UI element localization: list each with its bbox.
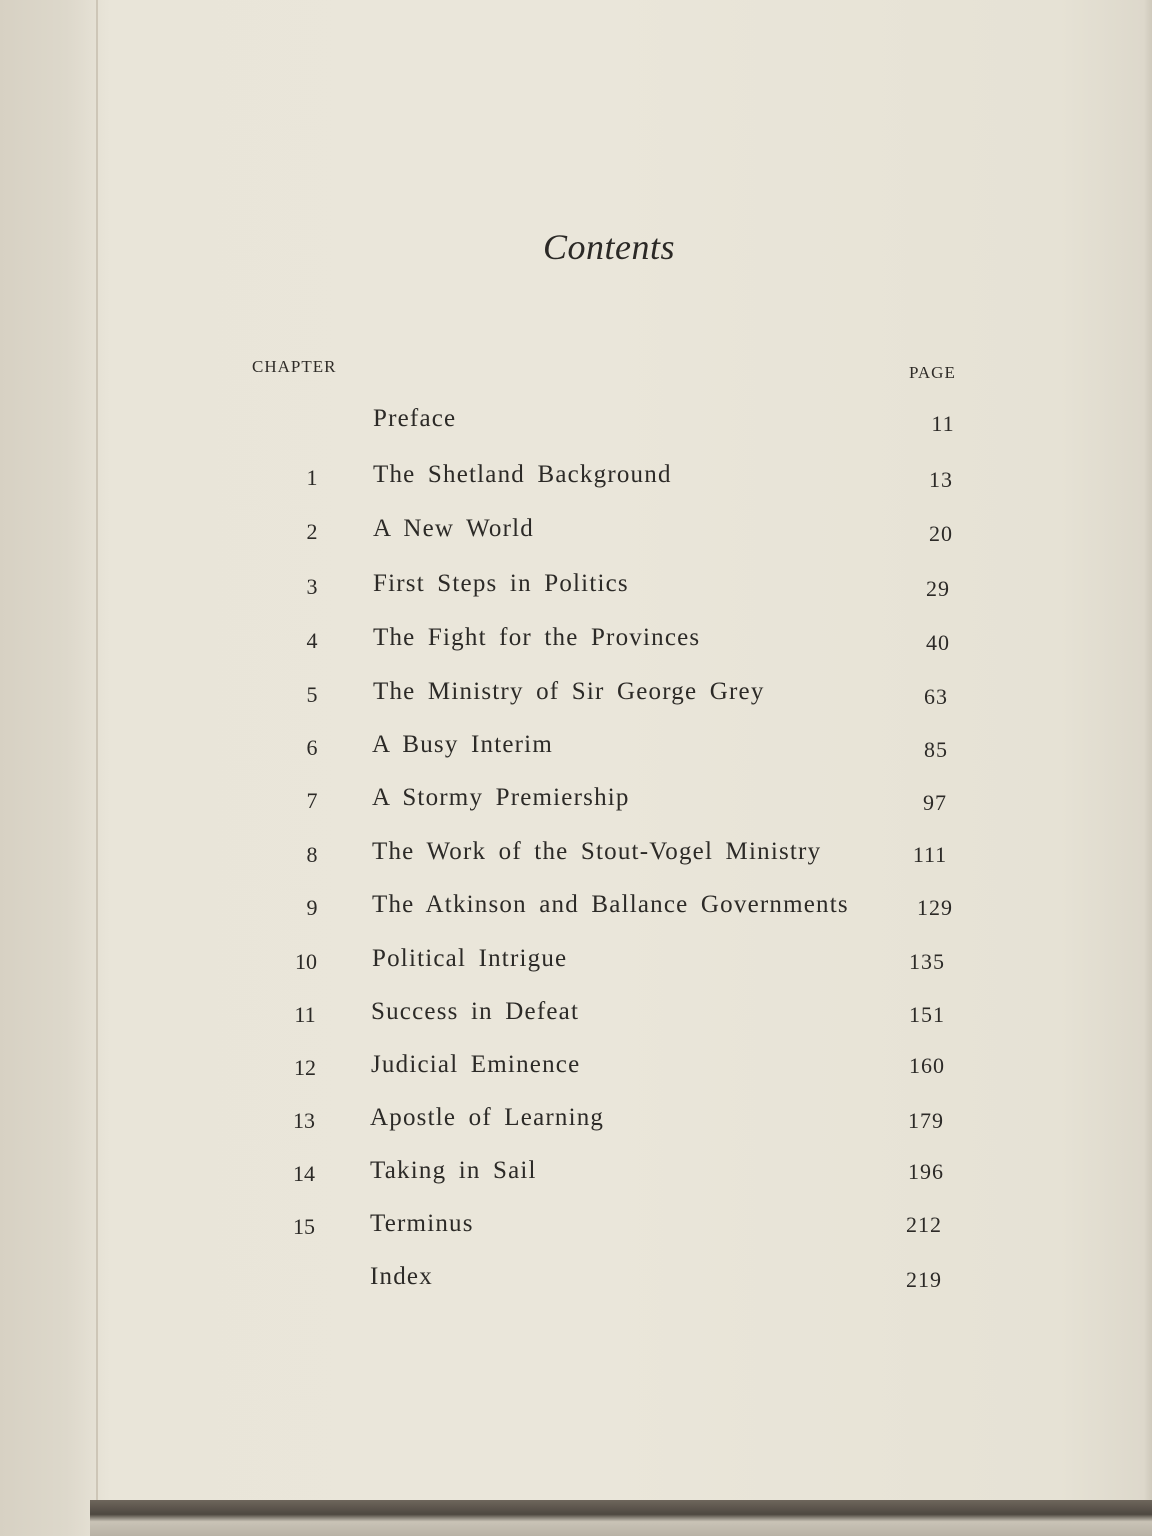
page-number: 63 (924, 684, 948, 709)
page-number: 160 (909, 1053, 945, 1078)
toc-entry (0, 891, 1152, 931)
chapter-title: Terminus (370, 1210, 474, 1237)
toc-entry (0, 1051, 1152, 1091)
toc-entry (0, 678, 1152, 718)
chapter-title: Judicial Eminence (371, 1051, 581, 1078)
chapter-title: The Fight for the Provinces (373, 624, 701, 651)
toc-entry (0, 1104, 1152, 1144)
chapter-title: Preface (373, 405, 457, 432)
page-number: 135 (909, 949, 945, 974)
chapter-title: First Steps in Politics (373, 570, 629, 597)
chapter-number: 7 (306, 788, 318, 813)
page-number: 40 (926, 630, 950, 655)
page-number: 219 (906, 1267, 942, 1292)
chapter-number: 9 (306, 895, 318, 920)
chapter-title: Taking in Sail (370, 1157, 537, 1184)
toc-entry (0, 731, 1152, 771)
page-edge-bottom (90, 1500, 1152, 1536)
page-number: 29 (926, 576, 950, 601)
chapter-number: 10 (295, 949, 317, 974)
chapter-number: 6 (306, 735, 318, 760)
chapter-number: 13 (293, 1108, 315, 1133)
toc-entry (0, 838, 1152, 878)
chapter-number: 2 (306, 519, 318, 544)
chapter-number: 14 (293, 1161, 315, 1186)
page-number: 129 (917, 895, 953, 920)
page-number: 151 (909, 1002, 945, 1027)
toc-entry (0, 461, 1152, 501)
chapter-title: Apostle of Learning (370, 1104, 605, 1131)
toc-entry (0, 945, 1152, 985)
chapter-number: 8 (306, 842, 318, 867)
page-number: 111 (912, 842, 948, 867)
page-number: 179 (908, 1108, 944, 1133)
page-column-header: PAGE (909, 363, 956, 382)
chapter-column-header: CHAPTER (252, 357, 337, 376)
toc-entry (0, 405, 1152, 445)
toc-entry (0, 1210, 1152, 1250)
chapter-number: 5 (306, 682, 318, 707)
chapter-number: 3 (306, 574, 318, 599)
chapter-number: 4 (306, 628, 318, 653)
chapter-title: Political Intrigue (372, 945, 568, 972)
toc-entry (0, 784, 1152, 824)
chapter-title: The Atkinson and Ballance Governments (372, 891, 849, 918)
chapter-number: 11 (294, 1002, 316, 1027)
toc-entry (0, 998, 1152, 1038)
page-number: 20 (929, 521, 953, 546)
chapter-number: 15 (293, 1214, 315, 1239)
toc-entry (0, 1157, 1152, 1197)
page-number: 11 (931, 411, 955, 436)
page-number: 97 (923, 790, 947, 815)
chapter-title: The Shetland Background (373, 461, 672, 488)
chapter-title: Index (370, 1263, 433, 1290)
page-number: 196 (908, 1159, 944, 1184)
chapter-title: A New World (373, 515, 534, 542)
toc-entry (0, 515, 1152, 555)
chapter-title: Success in Defeat (371, 998, 580, 1025)
chapter-title: A Busy Interim (372, 731, 553, 758)
toc-entry (0, 624, 1152, 664)
chapter-number: 12 (294, 1055, 316, 1080)
chapter-number: 1 (306, 465, 318, 490)
chapter-title: The Ministry of Sir George Grey (373, 678, 765, 705)
page-title: Contents (542, 227, 675, 267)
chapter-title: A Stormy Premiership (372, 784, 630, 811)
chapter-title: The Work of the Stout-Vogel Ministry (372, 838, 822, 865)
page-number: 85 (924, 737, 948, 762)
page-number: 13 (929, 467, 953, 492)
toc-entry (0, 1263, 1152, 1303)
toc-entry (0, 570, 1152, 610)
page-number: 212 (906, 1212, 942, 1237)
